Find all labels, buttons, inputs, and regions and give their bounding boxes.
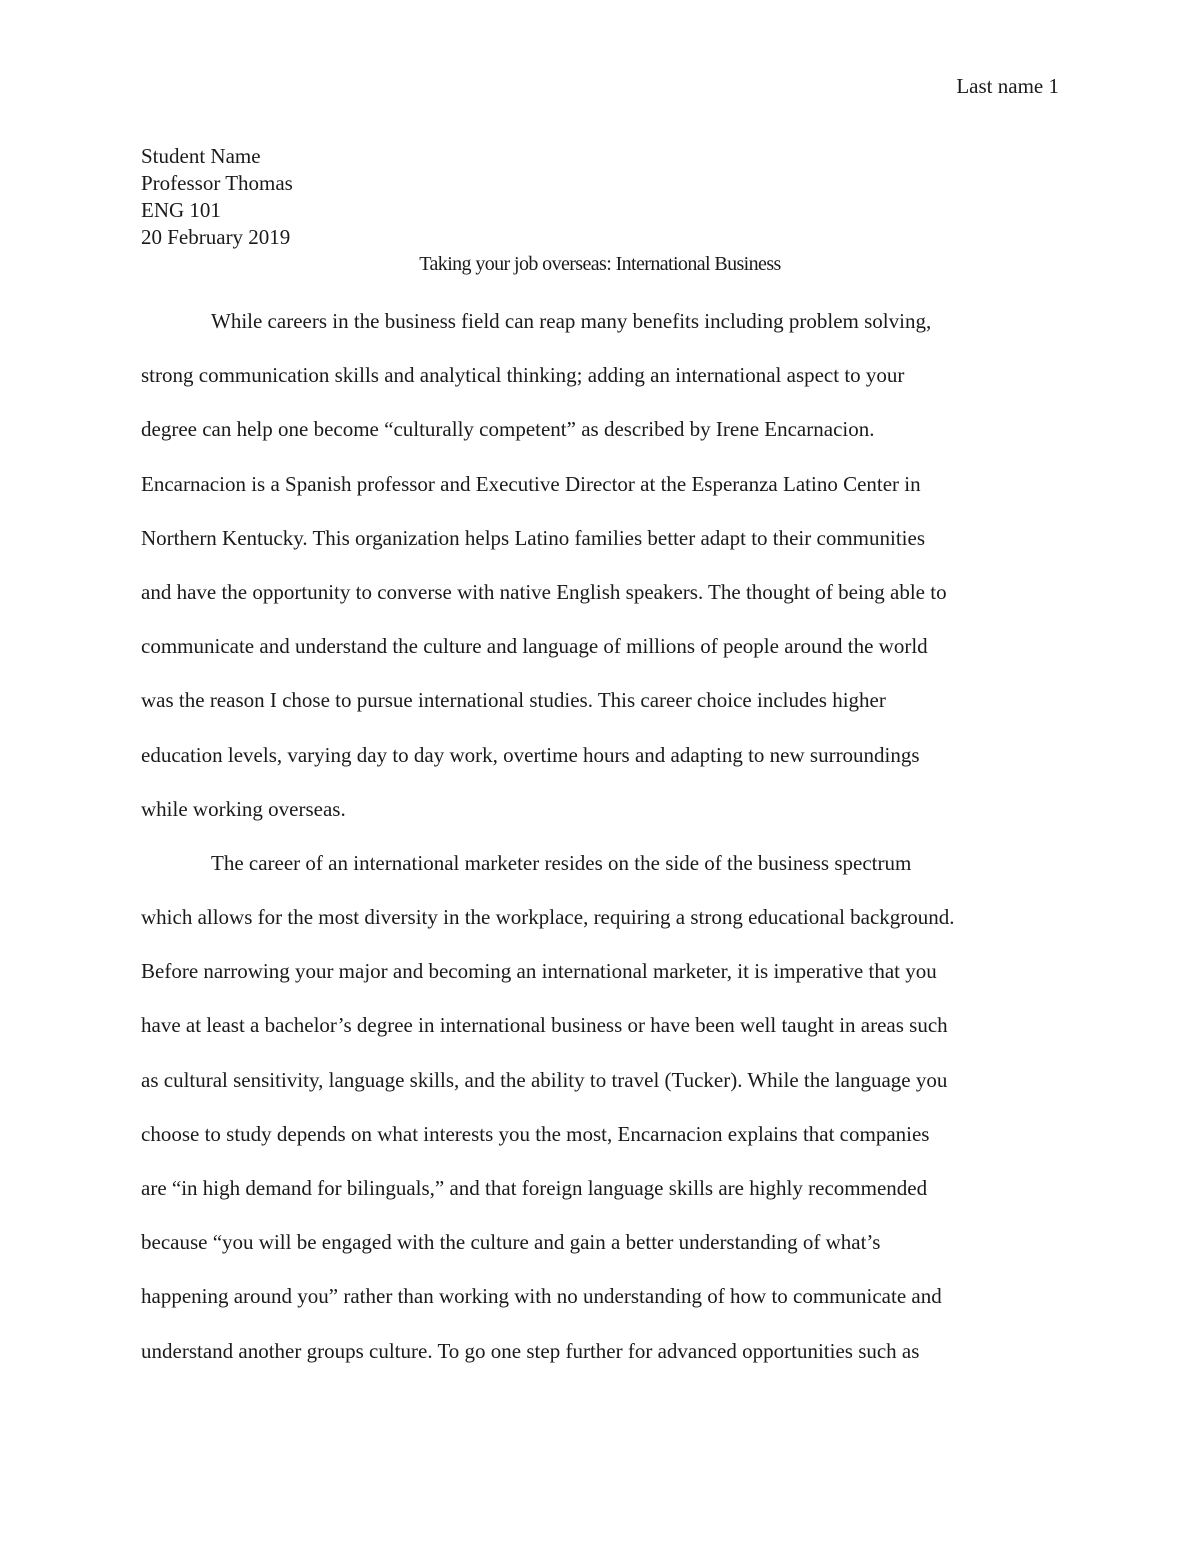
paragraph-1-line-7: communicate and understand the culture and language of millions of people around the world [141, 634, 928, 659]
paragraph-1-line-5: Northern Kentucky. This organization helps Latino families better adapt to their communities [141, 525, 925, 550]
paragraph-1-line-2: strong communication skills and analytical thinking; adding an international aspect to your [141, 363, 905, 388]
essay-body [141, 307, 1101, 1391]
paragraph-1-line-10: while working overseas. [141, 796, 346, 821]
paragraph-2-line-10: understand another groups culture. To go one step further for advanced opportunities such as [141, 1338, 920, 1363]
paragraph-2-line-9: happening around you” rather than working with no understanding of how to communicate and [141, 1284, 942, 1309]
paragraph-2-line-6: choose to study depends on what interests you the most, Encarnacion explains that companies [141, 1121, 930, 1146]
paragraph-2-line-1: The career of an international marketer resides on the side of the business spectrum [211, 850, 912, 875]
paragraph-1-line-1: While careers in the business field can reap many benefits including problem solving, [211, 309, 932, 333]
essay-title: Taking your job overseas: International Business [419, 253, 781, 275]
running-head: Last name 1 [956, 74, 1059, 98]
essay-date: 20 February 2019 [141, 225, 291, 249]
paragraph-1-line-3: degree can help one become “culturally competent” as described by Irene Encarnacion. [141, 417, 875, 442]
paragraph-1-line-9: education levels, varying day to day work, overtime hours and adapting to new surroundings [141, 742, 920, 767]
course-name: ENG 101 [141, 198, 221, 222]
professor-name: Professor Thomas [141, 171, 293, 195]
paragraph-1-line-6: and have the opportunity to converse with native English speakers. The thought of being able to [141, 579, 947, 604]
paragraph-2-line-4: have at least a bachelor’s degree in international business or have been well taught in areas such [141, 1013, 948, 1038]
paragraph-2-line-3: Before narrowing your major and becoming an international marketer, it is imperative that you [141, 959, 937, 984]
paragraph-2-line-8: because “you will be engaged with the culture and gain a better understanding of what’s [141, 1230, 881, 1255]
paragraph-1-line-4: Encarnacion is a Spanish professor and Executive Director at the Esperanza Latino Center in [141, 471, 921, 496]
paragraph-2-line-2: which allows for the most diversity in the workplace, requiring a strong educational background. [141, 905, 955, 930]
mla-heading [141, 143, 293, 251]
student-name: Student Name [141, 144, 261, 168]
paragraph-2-line-5: as cultural sensitivity, language skills, and the ability to travel (Tucker). While the language you [141, 1067, 948, 1092]
paragraph-2-line-7: are “in high demand for bilinguals,” and that foreign language skills are highly recommended [141, 1176, 928, 1200]
paragraph-1-line-8: was the reason I chose to pursue international studies. This career choice includes higher [141, 688, 886, 713]
